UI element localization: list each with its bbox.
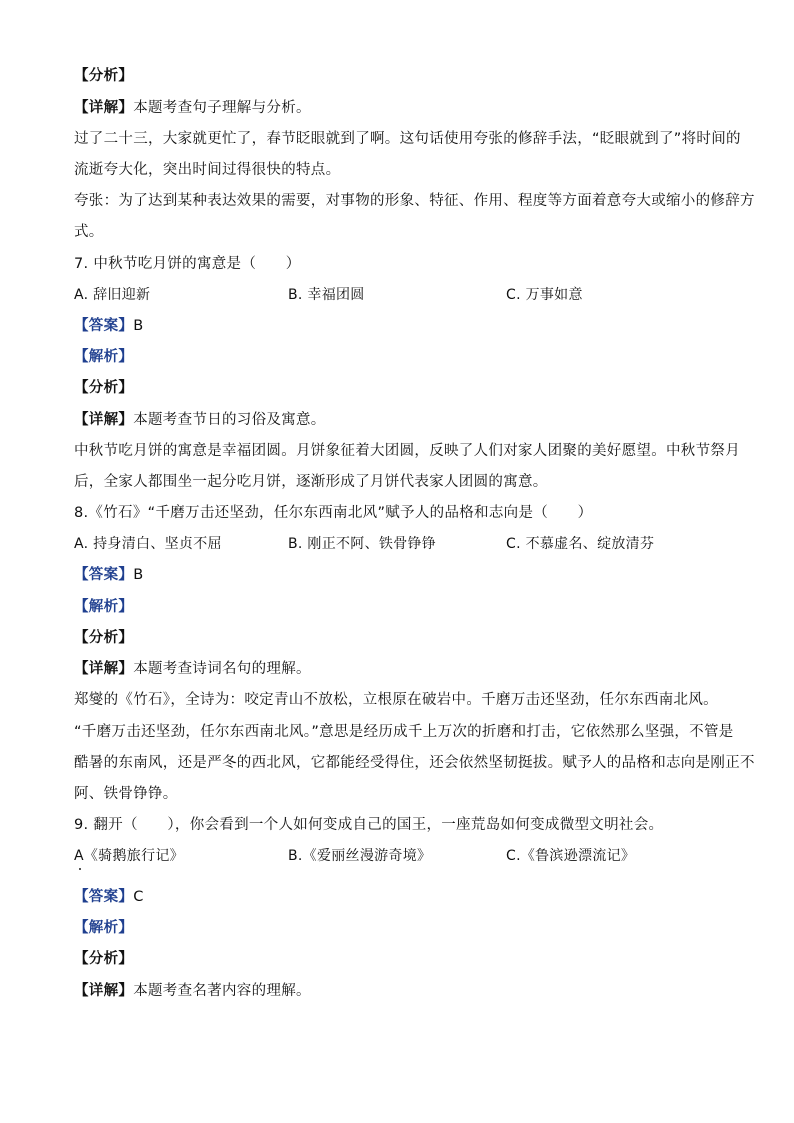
option-a[interactable]: A. 持身清白、坚贞不屈 (74, 536, 222, 552)
answer-line: 【答案】B (74, 567, 144, 583)
option-a[interactable]: A《骑鹅旅行记》 (74, 848, 184, 864)
body-text: 酷暑的东南风，还是严冬的西北风，它都能经受得住，还会依然坚韧挺拔。赋予人的品格和志向是刚正不 (74, 755, 755, 771)
body-text: 后，全家人都围坐一起分吃月饼，逐渐形成了月饼代表家人团圆的寓意。 (74, 474, 548, 490)
body-text: 阿、铁骨铮铮。 (74, 786, 178, 802)
option-b[interactable]: B.《爱丽丝漫游奇境》 (288, 848, 432, 864)
explanation-label: 【解析】 (74, 920, 134, 936)
question-9: 9. 翻开（ ），你会看到一个人如何变成自己的国王，一座荒岛如何变成微型文明社会。 (74, 817, 664, 833)
option-a[interactable]: A. 辞旧迎新 (74, 287, 151, 303)
body-text: 式。 (74, 224, 104, 240)
option-c[interactable]: C. 不慕虚名、绽放清芬 (506, 536, 655, 552)
option-b[interactable]: B. 幸福团圆 (288, 287, 365, 303)
analysis-label: 【分析】 (74, 951, 134, 967)
analysis-label: 【分析】 (74, 630, 134, 646)
answer-line: 【答案】B (74, 318, 144, 334)
option-c[interactable]: C.《鲁滨逊漂流记》 (506, 848, 636, 864)
detail-line: 【详解】本题考查句子理解与分析。 (74, 100, 311, 116)
question-8: 8.《竹石》“千磨万击还坚劲，任尔东西南北风”赋予人的品格和志向是（ ） (74, 505, 593, 521)
body-text: 夸张：为了达到某种表达效果的需要，对事物的形象、特征、作用、程度等方面着意夸大或缩小的修辞方 (74, 193, 755, 209)
question-9-options (74, 846, 724, 866)
option-c[interactable]: C. 万事如意 (506, 287, 583, 303)
body-text: 过了二十三，大家就更忙了，春节眨眼就到了啊。这句话使用夸张的修辞手法，“眨眼就到了”将时间的 (74, 131, 741, 147)
body-text: 郑燮的《竹石》，全诗为：咬定青山不放松，立根原在破岩中。千磨万击还坚劲，任尔东西南北风。 (74, 692, 718, 708)
question-8-options (74, 534, 724, 554)
explanation-label: 【解析】 (74, 349, 134, 365)
detail-line: 【详解】本题考查节日的习俗及寓意。 (74, 412, 326, 428)
stray-dot (79, 868, 81, 870)
analysis-label: 【分析】 (74, 68, 134, 84)
question-7-options (74, 285, 724, 305)
analysis-label: 【分析】 (74, 380, 134, 396)
question-7: 7. 中秋节吃月饼的寓意是（ ） (74, 256, 301, 272)
body-text: “千磨万击还坚劲，任尔东西南北风。”意思是经历成千上万次的折磨和打击，它依然那么坚强，不管是 (74, 724, 734, 740)
explanation-label: 【解析】 (74, 599, 134, 615)
body-text: 流逝夸大化，突出时间过得很快的特点。 (74, 162, 341, 178)
answer-line: 【答案】C (74, 889, 144, 905)
detail-line: 【详解】本题考查诗词名句的理解。 (74, 661, 311, 677)
body-text: 中秋节吃月饼的寓意是幸福团圆。月饼象征着大团圆，反映了人们对家人团聚的美好愿望。中秋节祭月 (74, 443, 740, 459)
detail-line: 【详解】本题考查名著内容的理解。 (74, 983, 311, 999)
option-b[interactable]: B. 刚正不阿、铁骨铮铮 (288, 536, 437, 552)
